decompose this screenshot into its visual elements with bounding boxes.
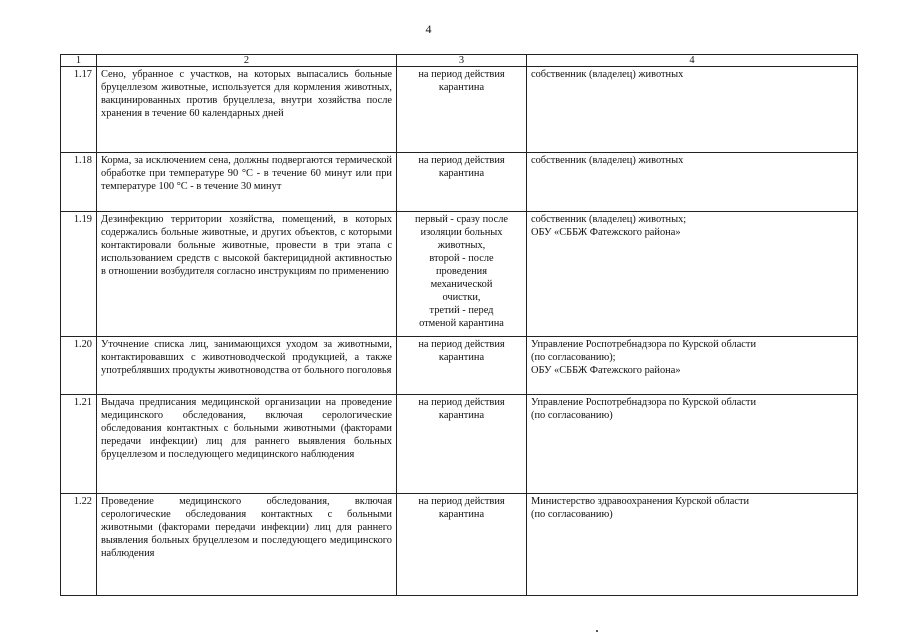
column-header-number: 1 (61, 55, 97, 67)
responsible-party (527, 67, 858, 153)
term-line: животных, (437, 240, 486, 251)
responsible-party (527, 494, 858, 596)
column-header-term: 3 (397, 55, 527, 67)
table-row (61, 494, 858, 596)
term-line: механической (430, 279, 493, 290)
row-number: 1.20 (61, 337, 97, 395)
term-line: первый - сразу после (415, 214, 508, 225)
measure-term: на период действия карантина (397, 153, 527, 212)
measure-description: Проведение медицинского обследования, включая серологические обследования контактных с больными животными (факторами передачи инфекции) лиц для раннего выявления больных бруцеллезом и последующего медицинского наблюдения (97, 494, 397, 596)
row-number: 1.18 (61, 153, 97, 212)
measure-term: на период действия карантина (397, 67, 527, 153)
responsible-line: (по согласованию); (531, 352, 616, 363)
measure-term: на период действия карантина (397, 395, 527, 494)
responsible-line: собственник (владелец) животных; (531, 214, 687, 225)
term-line: изоляции больных (420, 227, 503, 238)
responsible-line: Управление Роспотребнадзора по Курской области (531, 397, 757, 408)
responsible-line: (по согласованию) (531, 410, 613, 421)
measure-term: на период действия карантина (397, 494, 527, 596)
responsible-party (527, 153, 858, 212)
responsible-line: (по согласованию) (531, 509, 613, 520)
term-line: очистки, (442, 292, 481, 303)
term-line: второй - после (429, 253, 494, 264)
measure-term (397, 212, 527, 337)
measures-table (60, 54, 858, 596)
measure-description: Сено, убранное с участков, на которых выпасались больные бруцеллезом животные, используется для кормления животных, вакцинированных против бруцеллеза, внутри хозяйства после хранения в течение 60 календарных дней (97, 67, 397, 153)
responsible-line: Министерство здравоохранения Курской области (531, 496, 750, 507)
table-row (61, 395, 858, 494)
row-number: 1.22 (61, 494, 97, 596)
table-row (61, 153, 858, 212)
row-number: 1.17 (61, 67, 97, 153)
column-header-responsible: 4 (527, 55, 858, 67)
row-number: 1.19 (61, 212, 97, 337)
responsible-line: собственник (владелец) животных (531, 69, 684, 80)
table-row (61, 67, 858, 153)
column-header-measure: 2 (97, 55, 397, 67)
measure-description: Корма, за исключением сена, должны подвергаются термической обработке при температуре 90 °С - в течение 60 минут или при температуре 100 °С - в течение 30 минут (97, 153, 397, 212)
table-row (61, 337, 858, 395)
table-header-row (61, 55, 858, 67)
measure-description: Дезинфекцию территории хозяйства, помещений, в которых содержались больные животные, и других объектов, с которыми контактировали больные животные, провести в три этапа с использованием средств с высокой бактерицидной активностью в отношении возбудителя согласно инструкциям по применению (97, 212, 397, 337)
measure-term: на период действия карантина (397, 337, 527, 395)
page-number: 4 (425, 22, 432, 36)
measure-description: Уточнение списка лиц, занимающихся уходом за животными, контактировавших с животноводческой продукцией, а также употреблявших продукты животноводства от больного поголовья (97, 337, 397, 395)
measure-description: Выдача предписания медицинской организации на проведение медицинского обследования, включая серологические обследования контактных с больными животными (факторами передачи инфекции) лиц для раннего выявления больных бруцеллезом и последующего медицинского наблюдения (97, 395, 397, 494)
table-row (61, 212, 858, 337)
term-line: отменой карантина (419, 318, 504, 329)
responsible-line: Управление Роспотребнадзора по Курской области (531, 339, 757, 350)
row-number: 1.21 (61, 395, 97, 494)
responsible-line: ОБУ «СББЖ Фатежского района» (531, 227, 681, 238)
responsible-line: ОБУ «СББЖ Фатежского района» (531, 365, 681, 376)
term-line: третий - перед (429, 305, 494, 316)
responsible-party (527, 337, 858, 395)
scan-speck (596, 630, 598, 632)
responsible-line: собственник (владелец) животных (531, 155, 684, 166)
responsible-party (527, 212, 858, 337)
term-line: проведения (435, 266, 488, 277)
responsible-party (527, 395, 858, 494)
